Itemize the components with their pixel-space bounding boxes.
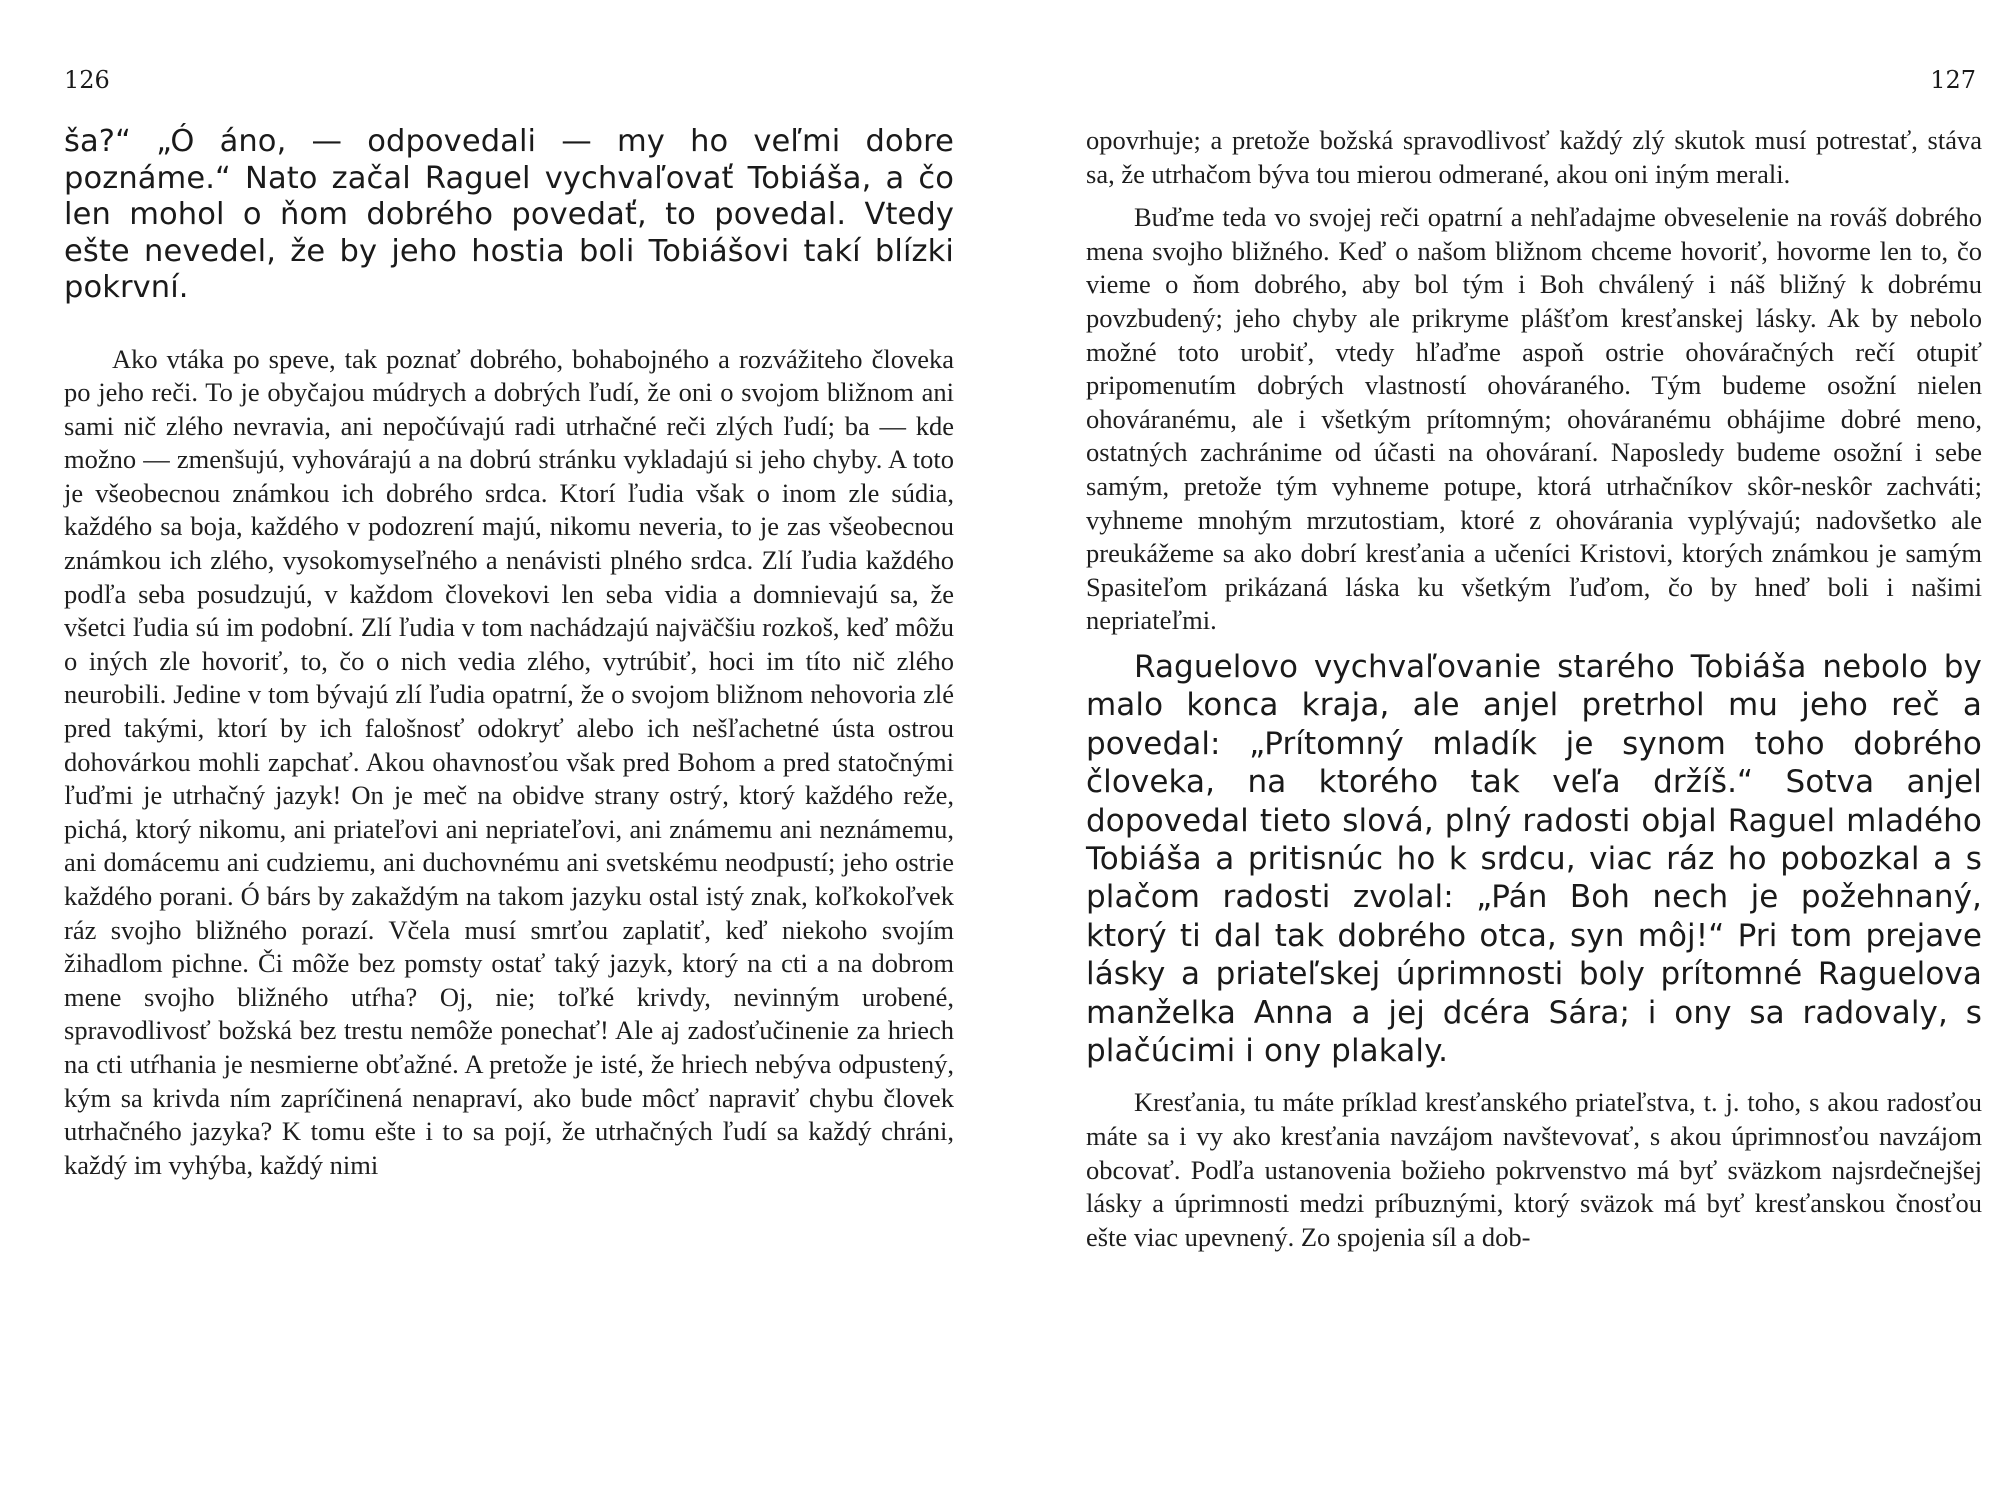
page-number: 127 [1930, 66, 1976, 94]
paragraph-commentary: Kresťania, tu máte príklad kresťanského priateľstva, t. j. toho, s akou radosťou máte sa i vy ako kresťania navzájom navštevovať, s akou úprimnosťou navzájom obcovať. Podľa ustanovenia božieho pokrvenstvo má byť sväzkom najsrdečnejšej lásky a úprimnosti medzi príbuznými, ktorý sväzok má byť kresťanskou čnosťou ešte viac upevnený. Zo spojenia síl a dob- [1086, 1087, 1982, 1252]
paragraph-commentary-continuation: opovrhuje; a pretože božská spravodlivosť každý zlý skutok musí potrestať, stáva sa, že utrhačom býva tou mierou odmerané, akou oni iným merali. [1086, 125, 1982, 189]
page-number: 126 [64, 66, 110, 94]
right-text-column [1086, 124, 1982, 1254]
paragraph-commentary: Ako vtáka po speve, tak poznať dobrého, bohabojného a rozvážiteho človeka po jeho reči. To je obyčajou múdrych a dobrých ľudí, že oni o svojom bližnom ani sami nič zlého nevravia, ani nepočúvajú radi utrhačné reči zlých ľudí; ba — kde možno — zmenšujú, vyhovárajú a na dobrú stránku vykladajú si jeho chyby. A toto je všeobecnou známkou ich dobrého srdca. Ktorí ľudia však o inom zle súdia, každého sa boja, každého v podozrení majú, nikomu neveria, to je zas všeobecnou známkou ich zlého, vysokomyseľného a nenávisti plného srdca. Zlí ľudia každého podľa seba posudzujú, v každom človekovi len seba vidia a domnievajú sa, že všetci ľudia sú im podobní. Zlí ľudia v tom nachádzajú najväčšiu rozkoš, keď môžu o iných zle hovoriť, to, čo o nich vedia zlého, vytrúbiť, hoci im títo nič zlého neurobili. Jedine v tom bývajú zlí ľudia opatrní, že o svojom bližnom nehovoria zlé pred takými, ktorí by ich falošnosť odokryť alebo ich nešľachetné ústa ostrou dohovárkou mohli zapchať. Akou ohavnosťou však pred Bohom a pred statočnými ľuďmi je utrhačný jazyk! On je meč na obidve strany ostrý, ktorý každého reže, pichá, ktorý nikomu, ani priateľovi ani nepriateľovi, ani známemu ani neznámemu, ani domácemu ani cudziemu, ani duchovnému ani svetskému neodpustí; jeho ostrie každého porani. Ó bárs by zakaždým na takom jazyku ostal istý znak, koľkokoľvek ráz svojho bližného porazí. Včela musí smrťou zaplatiť, keď niekoho svojím žihadlom pichne. Či môže bez pomsty ostať taký jazyk, ktorý na cti a na dobrom mene svojho bližného utŕha? Oj, nie; toľké krivdy, nevinným urobené, spravodlivosť božská bez trestu nemôže ponechať! Ale aj zadosťučinenie za hriech na cti utŕhania je nesmierne obťažné. A pretože je isté, že hriech nebýva odpustený, kým sa krivda ním zapríčinená nenapraví, ako bude môcť napraviť chybu človek utrhačného jazyka? K tomu ešte i to sa pojí, že utrhačných ľudí sa každý chráni, každý im vyhýba, každý nimi [64, 343, 954, 1180]
paragraph-continuation: ša?“ „Ó áno, — odpovedali — my ho veľmi dobre poznáme.“ Nato začal Raguel vychvaľovať Tobiáša, a čo len mohol o ňom dobrého povedať, to povedal. Vtedy ešte nevedel, že by jeho hostia boli Tobiášovi takí blízki pokrvní. [64, 124, 954, 305]
paragraph-commentary: Buďme teda vo svojej reči opatrní a nehľadajme obveselenie na rováš dobrého mena svojho bližného. Keď o našom bližnom chceme hovoriť, hovorme len to, čo vieme o ňom dobrého, aby bol tým i Boh chválený i náš bližný k dobrému povzbudený; jeho chyby ale prikryme plášťom kresťanskej lásky. Ak by nebolo možné toto urobiť, vtedy hľaďme aspoň ostrie ohováračných rečí otupiť pripomenutím dobrých vlastností ohováraného. Tým budeme osožní nielen ohováranému, ale i všetkým prítomným; ohováranému obhájime dobré meno, ostatných zachránime od účasti na ohováraní. Naposledy budeme osožní i sebe samým, pretože tým vyhneme potupe, ktorá utrhačníkov skôr-neskôr zachváti; vyhneme mnohým mrzutostiam, ktoré z ohovárania vyplývajú; nadovšetko ale preukážeme sa ako dobrí kresťania a učeníci Kristovi, ktorých známkou je samým Spasiteľom prikázaná láska ku všetkým ľuďom, čo by hneď boli i našimi nepriateľmi. [1086, 202, 1982, 636]
right-page [1006, 0, 2012, 1500]
paragraph-narrative: Raguelovo vychvaľovanie starého Tobiáša nebolo by malo konca kraja, ale anjel pretrhol mu jeho reč a povedal: „Prítomný mladík je synom toho dobrého človeka, na ktorého tak veľa držíš.“ Sotva anjel dopovedal tieto slová, plný radosti objal Raguel mladého Tobiáša a pritisnúc ho k srdcu, viac ráz ho pobozkal a s plačom radosti zvolal: „Pán Boh nech je požehnaný, ktorý ti dal tak dobrého otca, syn môj!“ Pri tom prejave lásky a priateľskej úprimnosti boly prítomné Raguelova manželka Anna a jej dcéra Sára; i ony sa radovaly, s plačúcimi i ony plakaly. [1086, 648, 1982, 1069]
left-text-column [64, 124, 954, 1182]
